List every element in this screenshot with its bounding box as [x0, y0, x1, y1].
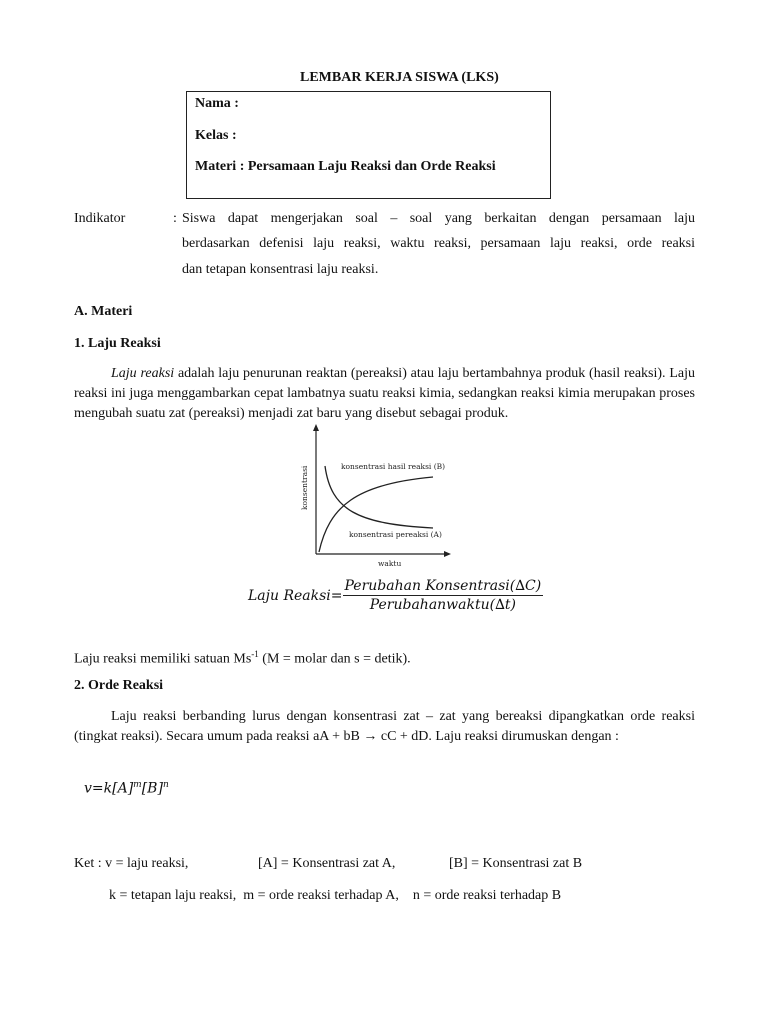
- materi-label: Materi : Persamaan Laju Reaksi dan Orde Reaksi: [195, 159, 496, 174]
- satuan-text: [74, 644, 411, 670]
- x-axis-label: waktu: [378, 559, 402, 568]
- orde-heading: 2. Orde Reaksi: [74, 678, 164, 693]
- rate-law-exp-m: m: [133, 780, 142, 790]
- formula-lhs: Laju Reaksi=: [248, 587, 343, 604]
- orde-paragraph: Laju reaksi berbanding lurus dengan konsentrasi zat – zat yang bereaksi dipangkatkan orde reaksi (tingkat reaksi). Secara umum pada reaksi aA + bB → cC + dD. Laju reaksi dirumuskan dengan :: [74, 709, 695, 744]
- nama-label: Nama :: [195, 96, 239, 111]
- laju-formula: [248, 578, 543, 613]
- indikator-line-1: Siswa dapat mengerjakan soal – soal yang berkaitan dengan persamaan laju: [182, 211, 695, 226]
- indikator-label: Indikator: [74, 211, 126, 226]
- rate-law: [84, 780, 169, 797]
- y-axis-label: konsentrasi: [300, 465, 309, 510]
- ket-line-1-b: [A] = Konsentrasi zat A,: [258, 856, 396, 871]
- rate-law-exp-n: n: [162, 780, 169, 790]
- y-axis-arrow: [313, 424, 319, 431]
- laju-paragraph: [74, 364, 695, 424]
- satuan-after: (M = molar dan s = detik).: [258, 651, 411, 667]
- rate-law-base: v=k[A]: [84, 780, 134, 797]
- curve-reactant-a: [325, 466, 433, 528]
- satuan-sup: -1: [251, 649, 259, 659]
- identity-box: [186, 91, 551, 199]
- laju-term: Laju reaksi: [111, 366, 175, 381]
- page-title: LEMBAR KERJA SISWA (LKS): [300, 70, 499, 85]
- formula-numerator: Perubahan Konsentrasi(∆C): [344, 578, 542, 594]
- satuan-before: Laju reaksi memiliki satuan Ms: [74, 651, 252, 667]
- rate-law-mid: [B]: [141, 780, 163, 797]
- formula-denominator: Perubahanwaktu(∆t): [369, 597, 516, 613]
- laju-paragraph-text: adalah laju penurunan reaktan (pereaksi) atau laju bertambahnya produk (hasil reaksi). Laju reaksi ini juga menggambarkan cepat lambatnya suatu reaksi kimia, sedangkan reaksi kimia merupakan proses mengubah suatu zat (pereaksi) menjadi zat baru yang disebut sebagai produk.: [74, 366, 695, 421]
- ket-line-1-a: Ket : v = laju reaksi,: [74, 856, 189, 871]
- curve-product-b: [319, 477, 433, 552]
- indikator-line-3: dan tetapan konsentrasi laju reaksi.: [182, 262, 379, 277]
- indikator-line-2: berdasarkan defenisi laju reaksi, waktu reaksi, persamaan laju reaksi, orde reaksi: [182, 236, 695, 251]
- label-product-b: konsentrasi hasil reaksi (B): [341, 462, 446, 471]
- ket-line-1-c: [B] = Konsentrasi zat B: [449, 856, 583, 871]
- x-axis-arrow: [444, 551, 451, 557]
- indikator-colon: :: [173, 211, 177, 226]
- label-reactant-a: konsentrasi pereaksi (A): [349, 530, 442, 539]
- laju-heading: 1. Laju Reaksi: [74, 336, 161, 351]
- kelas-label: Kelas :: [195, 128, 237, 143]
- section-a-heading: A. Materi: [74, 304, 133, 319]
- ket-line-2: k = tetapan laju reaksi, m = orde reaksi terhadap A, n = orde reaksi terhadap B: [109, 888, 562, 903]
- concentration-graph: [295, 422, 455, 570]
- formula-fraction: [343, 578, 544, 613]
